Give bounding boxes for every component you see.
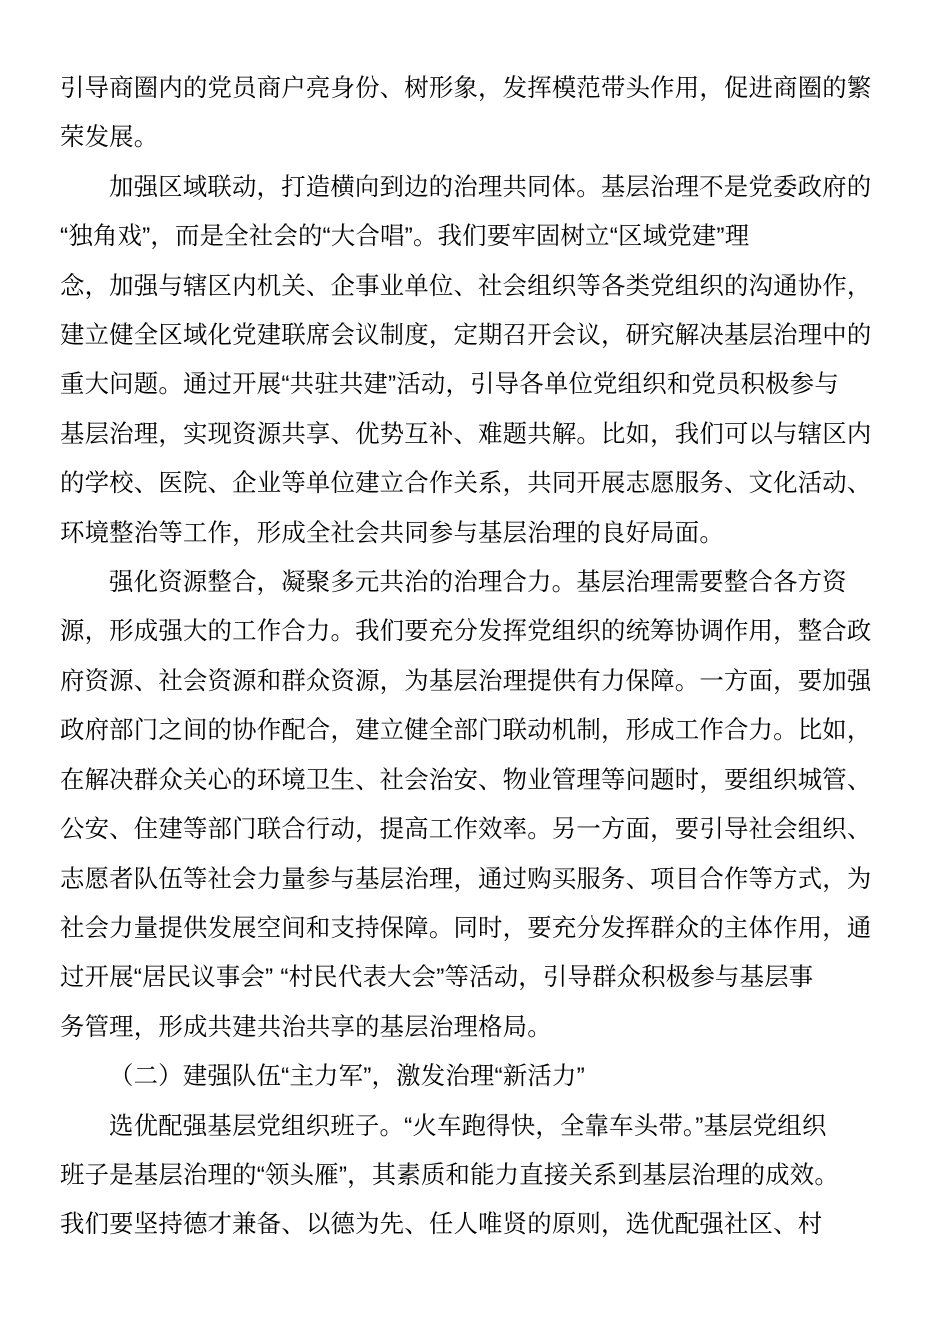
- document-line: 班子是基层治理的“领头雁”，其素质和能力直接关系到基层治理的成效。: [60, 1161, 839, 1189]
- paragraph-start-line: 加强区域联动，打造横向到边的治理共同体。基层治理不是党委政府的: [109, 173, 872, 201]
- document-line: 政府部门之间的协作配合，建立健全部门联动机制，形成工作合力。比如，: [60, 717, 872, 745]
- document-line: 引导商圈内的党员商户亮身份、树形象，发挥模范带头作用，促进商圈的繁: [60, 75, 872, 102]
- document-line: 环境整治等工作，形成全社会共同参与基层治理的良好局面。: [60, 519, 724, 547]
- document-line: 建立健全区域化党建联席会议制度，定期召开会议，研究解决基层治理中的: [60, 322, 872, 350]
- document-line: 我们要坚持德才兼备、以德为先、任人唯贤的原则，选优配强社区、村: [60, 1211, 823, 1239]
- paragraph-start-line: 强化资源整合，凝聚多元共治的治理合力。基层治理需要整合各方资: [109, 569, 847, 597]
- document-line: 务管理，形成共建共治共享的基层治理格局。: [60, 1013, 552, 1041]
- document-line: 重大问题。通过开展“共驻共建”活动，引导各单位党组织和党员积极参与: [60, 371, 839, 399]
- document-line: 源，形成强大的工作合力。我们要充分发挥党组织的统筹协调作用，整合政: [60, 618, 872, 646]
- document-line: 念，加强与辖区内机关、企事业单位、社会组织等各类党组织的沟通协作，: [60, 272, 872, 300]
- document-line: 的学校、医院、企业等单位建立合作关系，共同开展志愿服务、文化活动、: [60, 470, 872, 498]
- document-line: 社会力量提供发展空间和支持保障。同时，要充分发挥群众的主体作用，通: [60, 914, 872, 942]
- paragraph-start-line: 选优配强基层党组织班子。“火车跑得快，全靠车头带。”基层党组织: [109, 1112, 827, 1140]
- document-line: 在解决群众关心的环境卫生、社会治安、物业管理等问题时，要组织城管、: [60, 766, 872, 794]
- document-line: “独角戏”，而是全社会的“大合唱”。我们要牢固树立“区域党建”理: [60, 223, 750, 251]
- document-line: 荣发展。: [60, 124, 159, 152]
- document-line: 府资源、社会资源和群众资源，为基层治理提供有力保障。一方面，要加强: [60, 667, 872, 695]
- document-line: 基层治理，实现资源共享、优势互补、难题共解。比如，我们可以与辖区内: [60, 420, 872, 448]
- document-line: 过开展“居民议事会” “村民代表大会”等活动，引导群众积极参与基层事: [60, 964, 814, 992]
- section-heading-line: （二）建强队伍“主力军”，激发治理“新活力”: [109, 1063, 585, 1091]
- document-line: 公安、住建等部门联合行动，提高工作效率。另一方面，要引导社会组织、: [60, 816, 872, 844]
- document-line: 志愿者队伍等社会力量参与基层治理，通过购买服务、项目合作等方式，为: [60, 865, 872, 893]
